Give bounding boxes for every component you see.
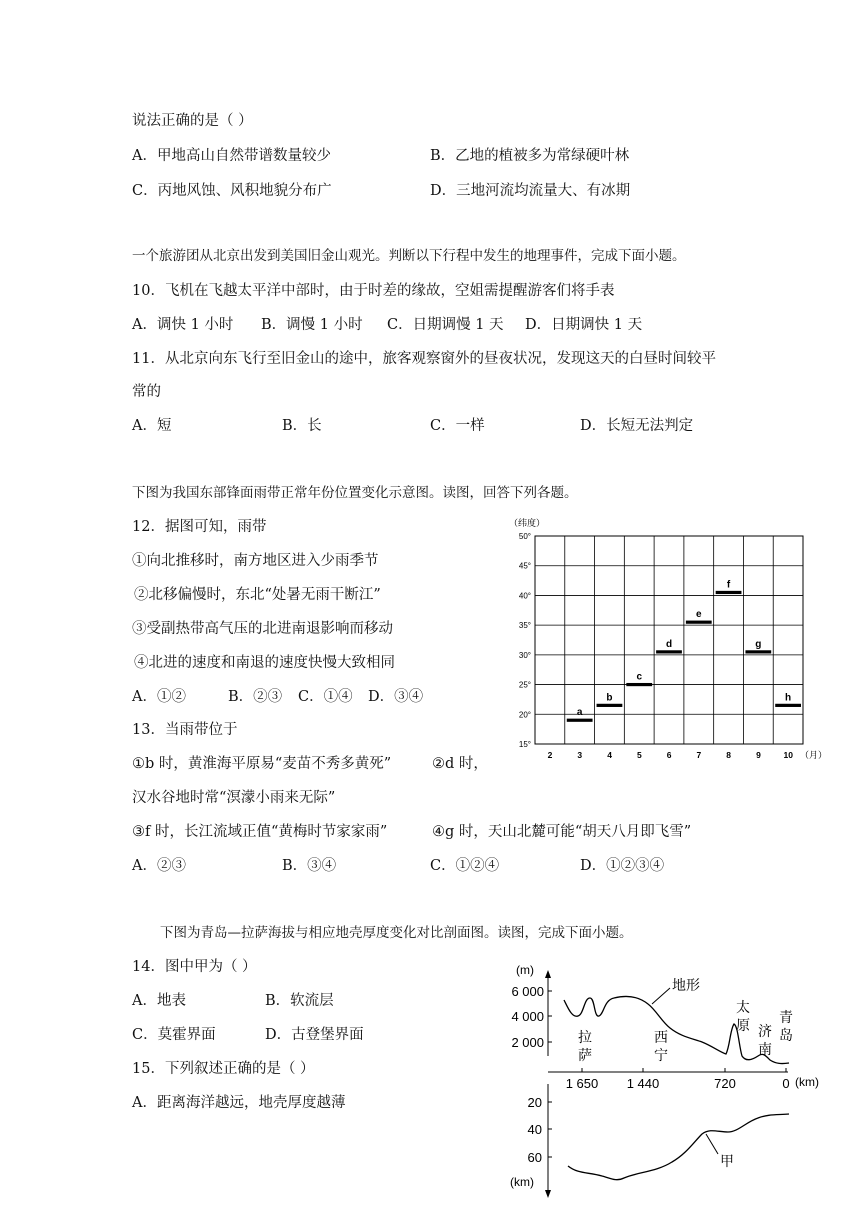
q11-option-b: B．长 (282, 418, 322, 434)
q12-option-d: D．③④ (368, 689, 424, 705)
q13-statement-2: ②d 时， (432, 756, 488, 772)
place-char: 西 (654, 1029, 668, 1045)
y-tick-label: 45° (518, 561, 531, 571)
depth-tick-label: 20 (527, 1095, 542, 1110)
q10-option-a: A．调快 1 小时 (132, 317, 234, 333)
rain-belt-label-e: e (695, 609, 702, 621)
q13-statement-1: ①b 时，黄淮海平原易“麦苗不秀多黄死” (132, 756, 392, 772)
q13-statement-2-cont: 汉水谷地时常“溟濛小雨来无际” (132, 790, 336, 806)
terrain-label: 地形 (672, 977, 700, 993)
rain-belt-bar-c (626, 683, 652, 686)
q9-option-b: B．乙地的植被多为常绿硬叶林 (430, 148, 630, 164)
q10-option-c: C．日期调慢 1 天 (387, 317, 504, 333)
distance-tick-label: 1 650 (565, 1076, 599, 1091)
q11-option-d: D．长短无法判定 (580, 418, 694, 434)
q13-option-a: A．②③ (132, 858, 186, 874)
q13-statement-4: ④g 时，天山北麓可能“胡天八月即飞雪” (432, 824, 692, 840)
rain-belt-label-b: b (606, 692, 613, 704)
place-label-xining (654, 1029, 668, 1063)
place-label-taiyuan (736, 999, 750, 1033)
x-tick-label: 8 (726, 750, 732, 760)
q15-option-a: A．距离海洋越远，地壳厚度越薄 (132, 1095, 346, 1111)
depth-unit-label: (km) (510, 1175, 534, 1189)
q10-option-d: D．日期调快 1 天 (525, 317, 643, 333)
q12-statement-1: ①向北推移时，南方地区进入少雨季节 (132, 553, 379, 569)
rain-belt-bar-e (686, 621, 712, 624)
place-char: 拉 (578, 1029, 592, 1045)
q12-option-c: C．①④ (298, 689, 353, 705)
y-tick-label: 40° (518, 591, 531, 601)
x-tick-label: 3 (577, 750, 583, 760)
place-char: 萨 (578, 1047, 592, 1063)
intro-1: 一个旅游团从北京出发到美国旧金山观光。判断以下行程中发生的地理事件，完成下面小题。 (132, 248, 686, 264)
q12-statement-4: ④北进的速度和南退的速度快慢大致相同 (134, 655, 395, 671)
rain-belt-bar-a (567, 719, 593, 722)
q13-option-b: B．③④ (282, 858, 337, 874)
intro-2: 下图为我国东部锋面雨带正常年份位置变化示意图。读图，回答下列各题。 (132, 485, 578, 501)
q11-option-c: C．一样 (430, 418, 485, 434)
x-tick-label: 10 (783, 750, 793, 760)
place-char: 宁 (654, 1047, 668, 1063)
x-tick-label: 2 (547, 750, 553, 760)
x-tick-label: 9 (756, 750, 761, 760)
x-axis-unit-label: （月） (800, 750, 828, 760)
jia-leader-line (706, 1134, 718, 1154)
x-tick-label: 5 (636, 750, 642, 760)
place-char: 济 (758, 1023, 772, 1039)
y-tick-label: 35° (518, 621, 531, 631)
elevation-axis-arrow (545, 970, 551, 978)
elevation-unit-label: (m) (516, 963, 534, 977)
rain-belt-bar-f (716, 591, 742, 594)
rain-belt-label-a: a (576, 707, 583, 719)
q12-option-b: B．②③ (228, 689, 283, 705)
crust-boundary-line (568, 1114, 789, 1180)
y-tick-label: 15° (518, 740, 531, 749)
intro-3: 下图为青岛—拉萨海拔与相应地壳厚度变化对比剖面图。读图，完成下面小题。 (160, 925, 633, 941)
qingdao-lhasa-profile-chart (506, 960, 836, 1200)
q13-stem: 13．当雨带位于 (132, 722, 238, 738)
rain-belt-bar-g (745, 650, 771, 653)
elevation-tick-label: 6 000 (511, 984, 544, 999)
elevation-tick-label: 2 000 (511, 1035, 544, 1050)
q11-option-a: A．短 (132, 418, 172, 434)
terrain-line (564, 996, 789, 1063)
q10-stem: 10．飞机在飞越太平洋中部时，由于时差的缘故，空姐需提醒游客们将手表 (132, 283, 615, 299)
jia-label: 甲 (720, 1153, 734, 1169)
q14-option-d: D．古登堡界面 (265, 1027, 364, 1043)
place-label-qingdao (779, 1009, 793, 1043)
rain-belt-label-g: g (755, 638, 762, 650)
rain-belt-label-h: h (785, 692, 792, 704)
rain-belt-bar-b (597, 704, 623, 707)
q12-statement-3: ③受副热带高气压的北进南退影响而移动 (132, 621, 393, 637)
rain-belt-bar-h (775, 704, 801, 707)
elevation-tick-label: 4 000 (511, 1009, 544, 1024)
x-tick-label: 4 (607, 750, 612, 760)
distance-tick-label: 0 (782, 1076, 790, 1091)
place-char: 岛 (779, 1027, 793, 1043)
place-char: 南 (758, 1041, 772, 1057)
x-tick-label: 6 (666, 750, 672, 760)
y-tick-label: 50° (518, 532, 531, 541)
q11-stem-line2: 常的 (132, 384, 161, 400)
place-char: 原 (736, 1017, 750, 1033)
q14-option-c: C．莫霍界面 (132, 1027, 216, 1043)
q9-option-d: D．三地河流均流量大、有冰期 (430, 183, 631, 199)
depth-axis-arrow (545, 1190, 551, 1198)
y-axis-label: （纬度） (509, 518, 546, 528)
rain-belt-label-f: f (726, 579, 731, 591)
x-tick-label: 7 (696, 750, 702, 760)
depth-tick-label: 40 (527, 1122, 542, 1137)
distance-tick-label: 1 440 (626, 1076, 660, 1091)
q10-option-b: B．调慢 1 小时 (261, 317, 363, 333)
q9-stem: 说法正确的是（ ） (132, 113, 253, 129)
elevation-tick-marks (548, 991, 786, 1157)
q13-option-d: D．①②③④ (580, 858, 665, 874)
q11-stem-line1: 11．从北京向东飞行至旧金山的途中，旅客观察窗外的昼夜状况，发现这天的白昼时间较平 (132, 351, 716, 367)
q13-option-c: C．①②④ (430, 858, 500, 874)
q12-stem: 12．据图可知，雨带 (132, 519, 267, 535)
depth-tick-label: 60 (527, 1150, 542, 1165)
y-tick-label: 30° (518, 650, 531, 660)
place-char: 青 (779, 1009, 793, 1025)
q9-option-a: A．甲地高山自然带谱数量较少 (132, 148, 331, 164)
terrain-leader-line (652, 988, 670, 1004)
distance-unit-label: (km) (795, 1075, 819, 1089)
y-tick-label: 20° (518, 710, 531, 720)
q15-stem: 15．下列叙述正确的是（ ） (132, 1061, 315, 1077)
y-tick-label: 25° (518, 680, 531, 690)
place-label-jinan (758, 1023, 772, 1057)
q9-option-c: C．丙地风蚀、风积地貌分布广 (132, 183, 332, 199)
q14-option-b: B．软流层 (265, 993, 334, 1009)
distance-tick-label: 720 (714, 1076, 736, 1091)
q12-statement-2: ②北移偏慢时，东北“处暑无雨干断江” (134, 587, 381, 603)
rain-belt-chart (505, 514, 830, 766)
q13-statement-3: ③f 时，长江流域正值“黄梅时节家家雨” (132, 824, 388, 840)
q12-option-a: A．①② (132, 689, 186, 705)
q14-option-a: A．地表 (132, 993, 186, 1009)
place-char: 太 (736, 999, 750, 1015)
rain-belt-label-d: d (665, 638, 673, 650)
rain-belt-bar-d (656, 650, 682, 653)
rain-belt-label-c: c (636, 671, 643, 683)
q14-stem: 14．图中甲为（ ） (132, 959, 257, 975)
place-label-lhasa (578, 1029, 592, 1063)
